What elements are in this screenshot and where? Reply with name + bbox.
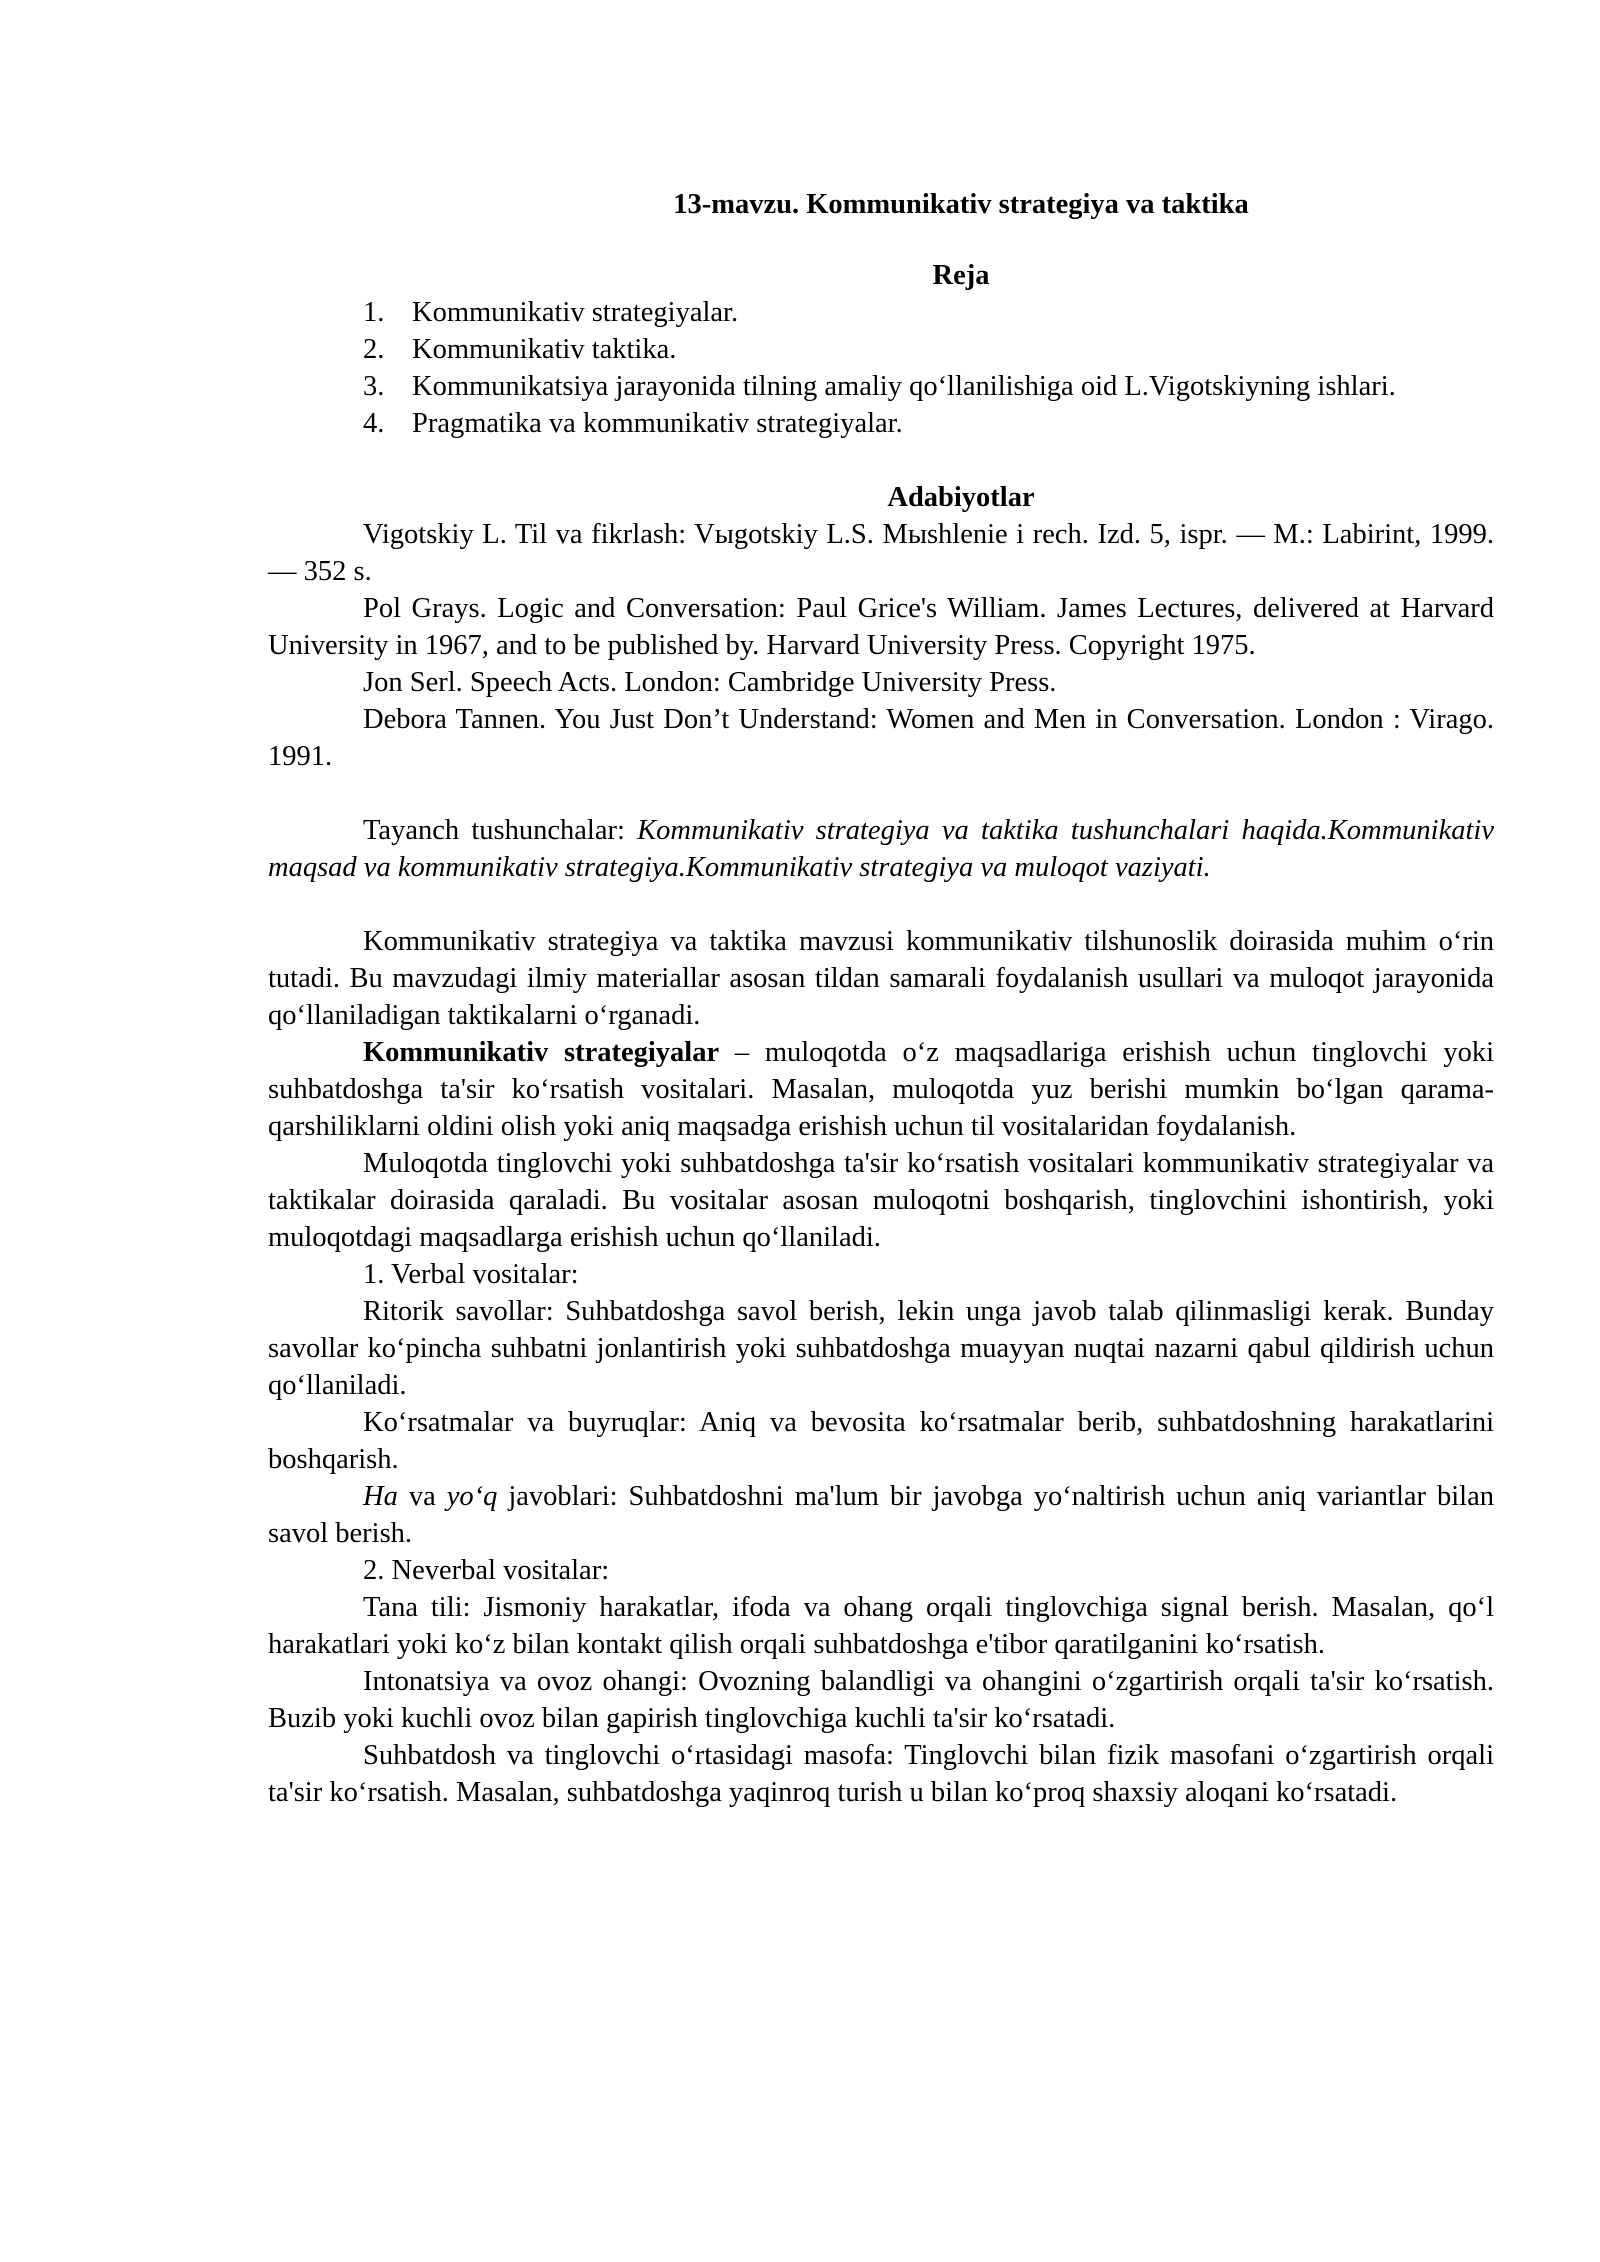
definition-term: Kommunikativ strategiyalar bbox=[363, 1037, 720, 1068]
distance-paragraph: Suhbatdosh va tinglovchi o‘rtasidagi masofa: Tinglovchi bilan fizik masofani o‘zgartirish orqali ta'sir ko‘rsatish. Masalan, suhbatdoshga yaqinroq turish u bilan ko‘proq shaxsiy aloqani ko‘rsatadi. bbox=[268, 1740, 1494, 1808]
plan-item-text: Pragmatika va kommunikativ strategiyalar. bbox=[412, 408, 903, 439]
means-paragraph: Muloqotda tinglovchi yoki suhbatdoshga ta'sir ko‘rsatish vositalari kommunikativ strategiyalar va taktikalar doirasida qaraladi. Bu vositalar asosan muloqotni boshqarish, tinglovchini ishontirish, yoki muloqotdagi maqsadlarga erishish uchun qo‘llaniladi. bbox=[268, 1148, 1494, 1253]
plan-item-number: 2. bbox=[363, 334, 385, 365]
plan-heading: Reja bbox=[932, 260, 990, 291]
verbal-heading: 1. Verbal vositalar: bbox=[363, 1259, 579, 1290]
key-concepts-label: Tayanch tushunchalar: bbox=[363, 815, 638, 846]
plan-item-text: Kommunikatsiya jarayonida tilning amaliy qo‘llanilishiga oid L.Vigotskiyning ishlari. bbox=[412, 371, 1396, 402]
definition-paragraph bbox=[268, 1034, 1494, 1145]
plan-item-number: 3. bbox=[363, 371, 385, 402]
document-page bbox=[268, 186, 1494, 1811]
intro-paragraph: Kommunikativ strategiya va taktika mavzusi kommunikativ tilshunoslik doirasida muhim o‘rin tutadi. Bu mavzudagi ilmiy materiallar asosan tildan samarali foydalanish usullari va muloqot jarayonida qo‘llaniladigan taktikalarni o‘rganadi. bbox=[268, 926, 1494, 1031]
spacer bbox=[268, 886, 1494, 923]
no-word: yo‘q bbox=[446, 1481, 498, 1512]
literature-item: Vigotskiy L. Til va fikrlash: Vыgotskiy L.S. Mыshlenie i rech. Izd. 5, ispr. — M.: Labirint, 1999. — 352 s. bbox=[268, 519, 1494, 587]
commands-paragraph: Ko‘rsatmalar va buyruqlar: Aniq va bevosita ko‘rsatmalar berib, suhbatdoshning harakatlarini boshqarish. bbox=[268, 1407, 1494, 1475]
plan-item bbox=[268, 294, 1494, 331]
nonverbal-heading: 2. Neverbal vositalar: bbox=[363, 1555, 610, 1586]
plan-item bbox=[268, 405, 1494, 442]
yes-no-connector: va bbox=[397, 1481, 447, 1512]
body-language-paragraph: Tana tili: Jismoniy harakatlar, ifoda va ohang orqali tinglovchiga signal berish. Masalan, qo‘l harakatlari yoki ko‘z bilan kontakt qilish orqali suhbatdoshga e'tibor qaratilganini ko‘rsatish. bbox=[268, 1592, 1494, 1660]
spacer bbox=[268, 775, 1494, 812]
plan-item-number: 4. bbox=[363, 408, 385, 439]
rhetorical-questions-paragraph: Ritorik savollar: Suhbatdoshga savol berish, lekin unga javob talab qilinmasligi kerak. Bunday savollar ko‘pincha suhbatni jonlantirish yoki suhbatdoshga muayyan nuqtai nazarni qabul qildirish uchun qo‘llaniladi. bbox=[268, 1296, 1494, 1401]
plan-item-text: Kommunikativ taktika. bbox=[412, 334, 677, 365]
definition-text: – muloqotda o‘z maqsadlariga erishish uchun tinglovchi yoki suhbatdoshga ta'sir ko‘rsatish vositalari. Masalan, muloqotda yuz berishi mumkin bo‘lgan qarama-qarshiliklarni oldini olish yoki aniq maqsadga erishish uchun til vositalaridan foydalanish. bbox=[268, 1037, 1495, 1142]
literature-item: Debora Tannen. You Just Don’t Understand: Women and Men in Conversation. London : Virago. 1991. bbox=[268, 704, 1494, 772]
yes-no-paragraph bbox=[268, 1478, 1494, 1552]
document-title: 13-mavzu. Kommunikativ strategiya va taktika bbox=[673, 189, 1249, 220]
literature-heading: Adabiyotlar bbox=[887, 482, 1035, 513]
key-concepts-paragraph bbox=[268, 812, 1494, 886]
literature-item: Jon Serl. Speech Acts. London: Cambridge University Press. bbox=[363, 667, 1057, 698]
literature-item: Pol Grays. Logic and Conversation: Paul Grice's William. James Lectures, delivered at Harvard University in 1967, and to be published by. Harvard University Press. Copyright 1975. bbox=[268, 593, 1494, 661]
yes-word: Ha bbox=[363, 1481, 398, 1512]
yes-no-text: javoblari: Suhbatdoshni ma'lum bir javobga yo‘naltirish uchun aniq variantlar bilan savol berish. bbox=[268, 1481, 1495, 1549]
intonation-paragraph: Intonatsiya va ovoz ohangi: Ovozning balandligi va ohangini o‘zgartirish orqali ta'sir ko‘rsatish. Buzib yoki kuchli ovoz bilan gapirish tinglovchiga kuchli ta'sir ko‘rsatadi. bbox=[268, 1666, 1494, 1734]
plan-list bbox=[268, 294, 1494, 442]
key-concepts-text: Kommunikativ strategiya va taktika tushunchalari haqida.Kommunikativ maqsad va kommunikativ strategiya.Kommunikativ strategiya va muloqot vaziyati. bbox=[268, 815, 1494, 883]
plan-item-number: 1. bbox=[363, 297, 385, 328]
plan-item-text: Kommunikativ strategiyalar. bbox=[412, 297, 739, 328]
spacer bbox=[268, 442, 1494, 479]
plan-item bbox=[268, 331, 1494, 368]
plan-item bbox=[268, 368, 1494, 405]
